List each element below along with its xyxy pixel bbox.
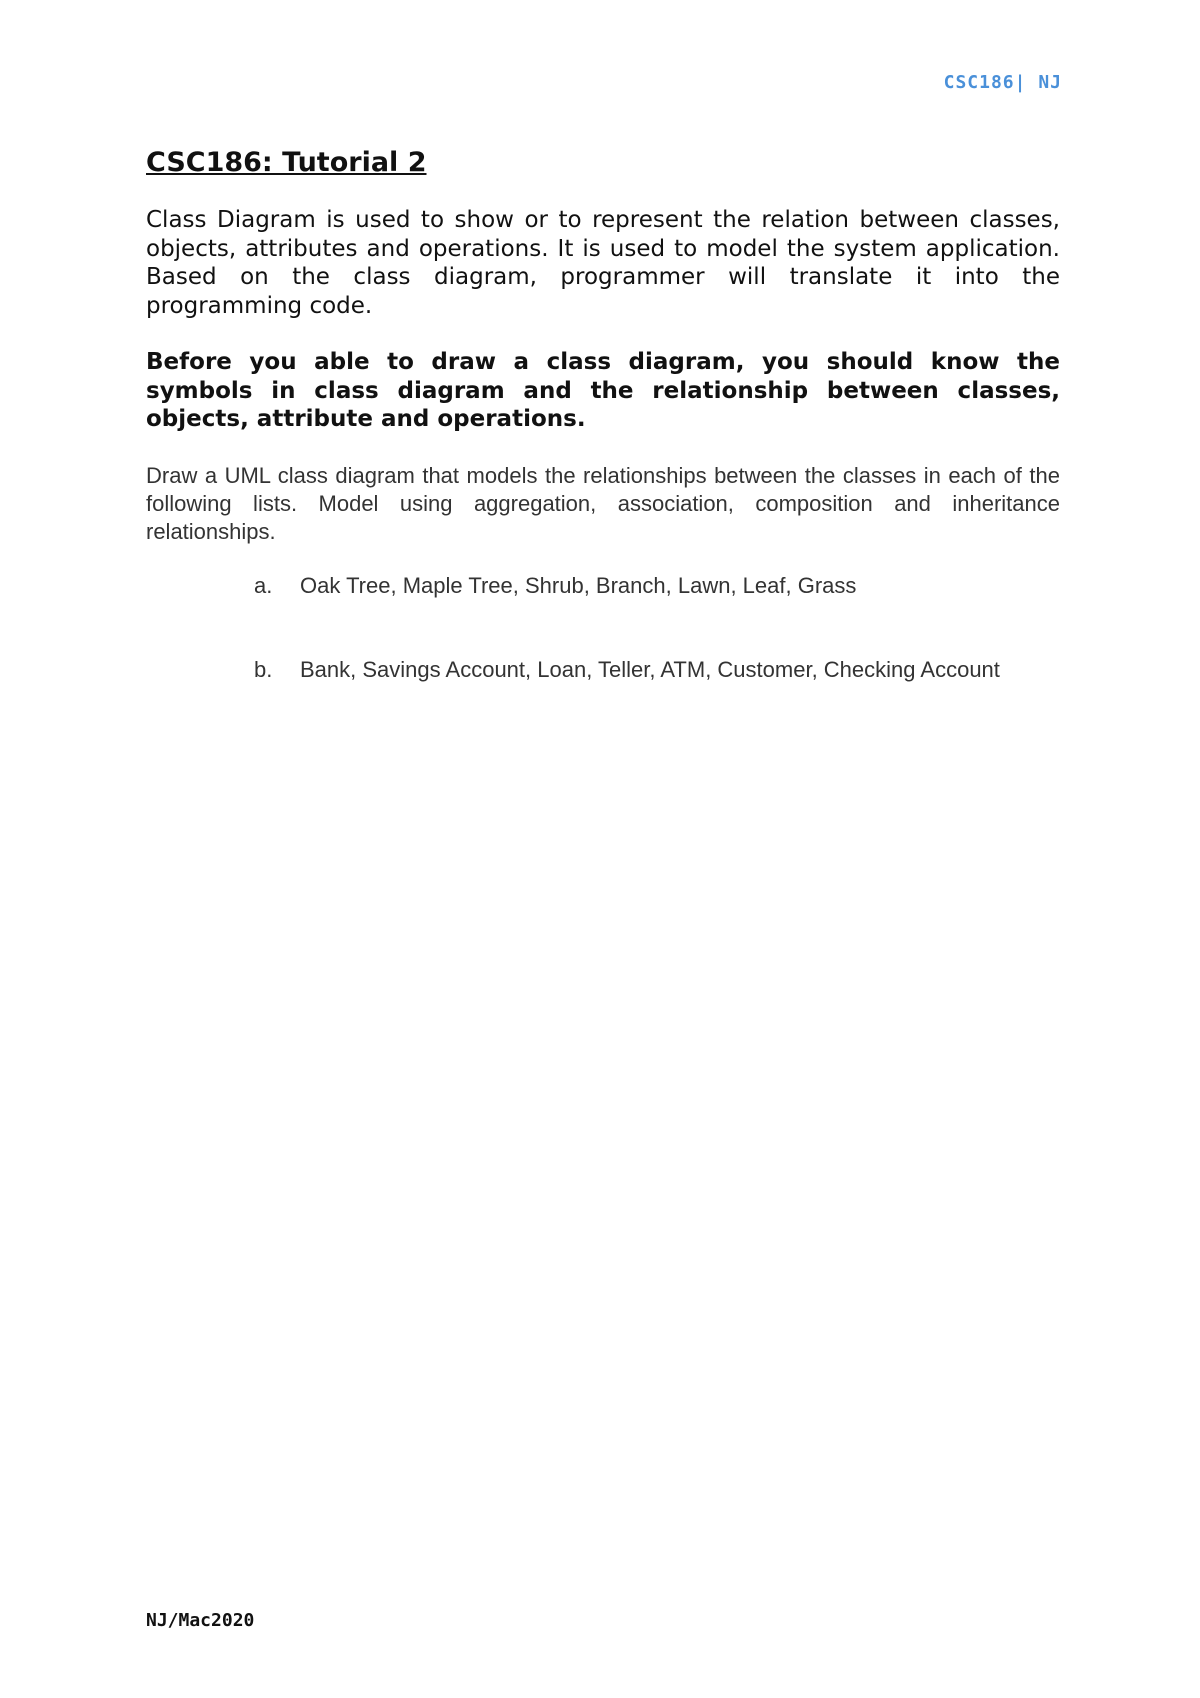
list-item-text: Oak Tree, Maple Tree, Shrub, Branch, Lawn, Leaf, Grass xyxy=(300,572,857,598)
list-marker: a. xyxy=(254,572,273,598)
instruction-paragraph: Draw a UML class diagram that models the relationships between the classes in each of the following lists. Model using aggregation, association, composition and inheritance relationships. xyxy=(146,462,1060,544)
document-body xyxy=(146,146,1060,740)
list-item-text: Bank, Savings Account, Loan, Teller, ATM, Customer, Checking Account xyxy=(300,656,1000,682)
intro-paragraph: Class Diagram is used to show or to represent the relation between classes, objects, attributes and operations. It is used to model the system application. Based on the class diagram, programmer will translate it into the programming code. xyxy=(146,207,1060,319)
list-item xyxy=(254,572,1060,600)
document-title: CSC186: Tutorial 2 xyxy=(146,147,427,178)
list-marker: b. xyxy=(254,656,273,682)
page-header: CSC186| NJ xyxy=(943,72,1062,93)
page-footer: NJ/Mac2020 xyxy=(146,1610,255,1631)
list-item xyxy=(254,656,1060,684)
symbols-paragraph: Before you able to draw a class diagram, you should know the symbols in class diagram and the relationship between classes, objects, attribute and operations. xyxy=(146,349,1060,432)
class-lists xyxy=(146,572,1060,684)
